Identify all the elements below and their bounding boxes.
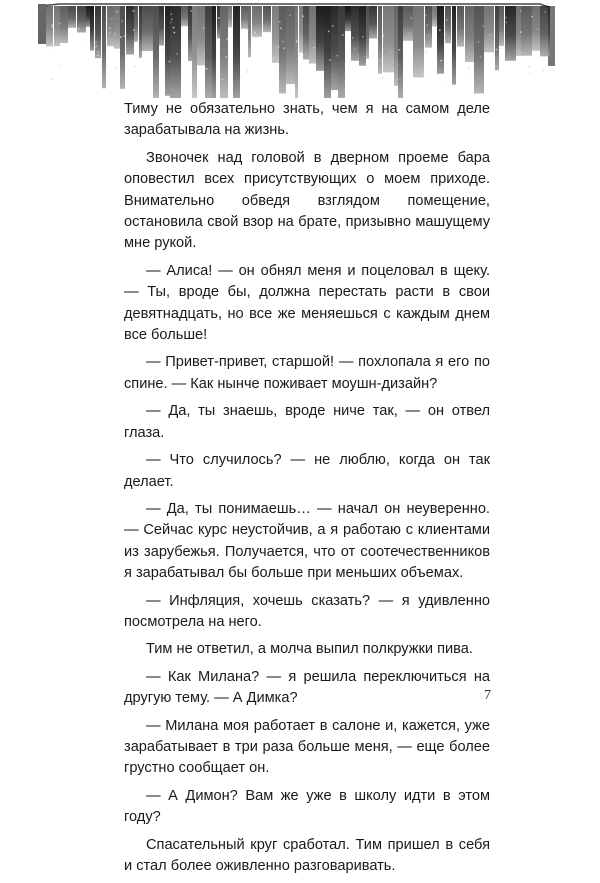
paragraph: — Что случилось? — не люблю, когда он так делает. (124, 452, 490, 490)
paragraph: — Привет-привет, старшой! — похлопала я его по спине. — Как нынче поживает моушн-дизайн? (124, 354, 490, 392)
paragraph: — Как Милана? — я решила переключиться на другую тему. — А Димка? (124, 668, 490, 707)
paragraph: — Алиса! — он обнял меня и поцеловал в щеку. — Ты, вроде бы, должна перестать расти в свои девятнадцать, но все же меняешься с каждым днем все больше! (124, 262, 490, 344)
paragraph: — А Димон? Вам же уже в школу идти в этом году? (124, 787, 490, 826)
page-number: 7 (484, 688, 491, 703)
paragraph: — Милана моя работает в салоне и, кажется, уже зарабатывает в три раза больше меня, — еще более грустно сообщает он. (124, 717, 490, 777)
paragraph: Звоночек над головой в дверном проеме бара оповестил всех присутствующих о моем приходе. Внимательно обведя взглядом помещение, остановила свой взор на брате, призывно машущему мне рукой. (124, 149, 490, 252)
paragraph: Спасательный круг сработал. Тим пришел в себя и стал более оживленно разговаривать. (124, 836, 490, 874)
city-skyline-illustration (0, 0, 600, 102)
paragraph: Тиму не обязательно знать, чем я на самом деле зарабатывала на жизнь. (124, 101, 490, 139)
paragraph: Тим не ответил, а молча выпил полкружки пива. (146, 641, 473, 658)
paragraph: — Инфляция, хочешь сказать? — я удивленно посмотрела на него. (124, 592, 490, 630)
page-body-text (124, 99, 490, 883)
paragraph: — Да, ты понимаешь… — начал он неуверенно. — Сейчас курс неустойчив, а я работаю с клиентами из зарубежья. Получается, что от соотечественников я зарабатывал бы больше при меньших объемах. (124, 500, 490, 582)
paragraph: — Да, ты знаешь, вроде ниче так, — он отвел глаза. (124, 403, 490, 441)
